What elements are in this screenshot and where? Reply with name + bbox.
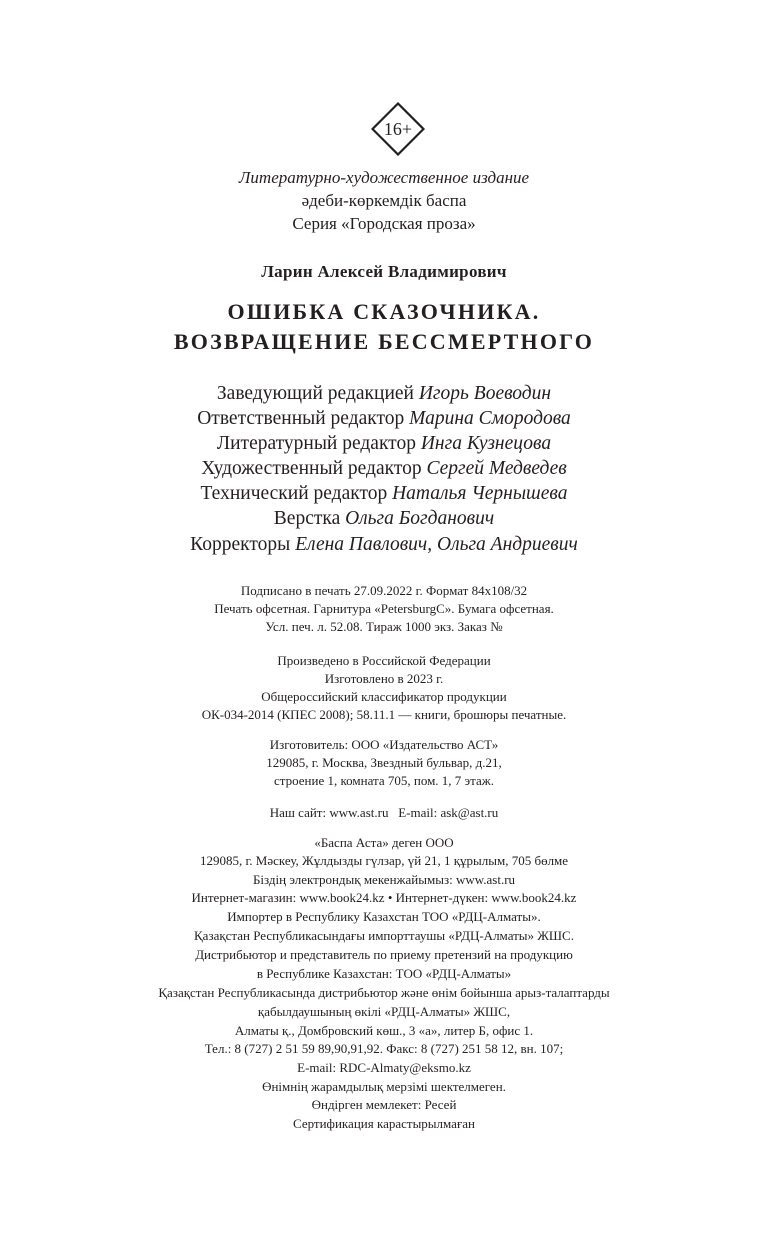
- age-rating-text: 16+: [383, 119, 413, 139]
- credit-role: Технический редактор: [200, 483, 388, 504]
- credit-head-of-editorial: [0, 384, 768, 404]
- kz-info-line: 129085, г. Мәскеу, Жұлдызды гүлзар, үй 21, 1 құрылым, 705 бөлме: [199, 853, 569, 868]
- credit-role: Ответственный редактор: [197, 408, 405, 429]
- print-info-line: Подписано в печать 27.09.2022 г. Формат 84x108/32: [240, 583, 528, 598]
- credit-art-editor: [0, 459, 768, 479]
- credit-name: Игорь Воеводин: [418, 383, 552, 404]
- kz-info-line: Қазақстан Республикасындағы импорттаушы «РДЦ-Алматы» ЖШС.: [194, 928, 574, 943]
- credit-name: Ольга Богданович: [345, 508, 495, 529]
- print-info-line: Усл. печ. л. 52.08. Тираж 1000 экз. Заказ №: [265, 619, 503, 634]
- credit-name: Марина Смородова: [409, 408, 571, 429]
- kz-info-line: Қазақстан Республикасында дистрибьютор және өнім бойынша арыз-талаптарды: [158, 985, 610, 1000]
- manufacturer-line: Изготовитель: ООО «Издательство АСТ»: [269, 737, 499, 752]
- kz-info-line: Импортер в Республику Казахстан ТОО «РДЦ-Алматы».: [227, 909, 541, 924]
- kz-info-line: «Баспа Аста» деген ООО: [314, 835, 454, 850]
- credit-technical-editor: [0, 484, 768, 504]
- kz-info-line: Интернет-магазин: www.book24.kz • Интернет-дүкен: www.book24.kz: [191, 890, 577, 905]
- edition-type-ru: Литературно-художественное издание: [238, 168, 530, 187]
- credit-name: Инга Кузнецова: [420, 433, 552, 454]
- kz-info-line: E-mail: RDC-Almaty@eksmo.kz: [297, 1060, 471, 1075]
- credit-layout: [0, 509, 768, 529]
- production-info-line: Произведено в Российской Федерации: [277, 653, 491, 668]
- contacts-line: [0, 806, 768, 819]
- manufacturer-line: строение 1, комната 705, пом. 1, 7 этаж.: [274, 773, 494, 788]
- production-info-line: ОК-034-2014 (КПЕС 2008); 58.11.1 — книги, брошюры печатные.: [201, 707, 567, 722]
- credit-name: Наталья Чернышева: [392, 483, 568, 504]
- credit-executive-editor: [0, 409, 768, 429]
- kz-info-line: Сертификация карастырылмаған: [292, 1116, 475, 1131]
- print-info-line: Печать офсетная. Гарнитура «PetersburgC». Бумага офсетная.: [214, 601, 554, 616]
- credit-name: Елена Павлович, Ольга Андриевич: [295, 534, 578, 555]
- credit-role: Литературный редактор: [216, 433, 416, 454]
- website-link[interactable]: Наш сайт: www.ast.ru: [269, 805, 389, 820]
- production-info-line: Изготовлено в 2023 г.: [324, 671, 444, 686]
- credit-role: Художественный редактор: [201, 458, 422, 479]
- kz-info-line: Дистрибьютор и представитель по приему претензий на продукцию: [195, 947, 573, 962]
- manufacturer-line: 129085, г. Москва, Звездный бульвар, д.21,: [266, 755, 502, 770]
- production-info-line: Общероссийский классификатор продукции: [261, 689, 507, 704]
- kz-info-line: Өндірген мемлекет: Ресей: [311, 1097, 457, 1112]
- book-title-line-2: ВОЗВРАЩЕНИЕ БЕССМЕРТНОГО: [173, 329, 595, 354]
- kz-info-line: Тел.: 8 (727) 2 51 59 89,90,91,92. Факс: 8 (727) 251 58 12, вн. 107;: [204, 1041, 564, 1056]
- credit-proofreaders: [0, 535, 768, 555]
- credit-literary-editor: [0, 434, 768, 454]
- kz-info-line: в Республике Казахстан: ТОО «РДЦ-Алматы»: [256, 966, 512, 981]
- kz-info-line: Алматы қ., Домбровский көш., 3 «а», литер Б, офис 1.: [234, 1023, 534, 1038]
- email-link[interactable]: E-mail: ask@ast.ru: [398, 805, 499, 820]
- credit-role: Корректоры: [190, 534, 291, 555]
- edition-type-kz: әдеби-көркемдік баспа: [301, 191, 467, 210]
- credit-role: Заведующий редакцией: [216, 383, 414, 404]
- series-label: Серия «Городская проза»: [292, 214, 476, 233]
- credit-name: Сергей Медведев: [426, 458, 567, 479]
- kz-info-line: қабылдаушының өкілі «РДЦ-Алматы» ЖШС,: [257, 1004, 511, 1019]
- age-rating-badge: [371, 102, 425, 156]
- kz-info-line: Өнімнің жарамдылық мерзімі шектелмеген.: [262, 1079, 506, 1094]
- author-name: Ларин Алексей Владимирович: [261, 262, 507, 281]
- kz-info-line: Біздің электрондық мекенжайымыз: www.ast.ru: [252, 872, 516, 887]
- book-title-line-1: ОШИБКА СКАЗОЧНИКА.: [227, 299, 541, 324]
- credit-role: Верстка: [273, 508, 341, 529]
